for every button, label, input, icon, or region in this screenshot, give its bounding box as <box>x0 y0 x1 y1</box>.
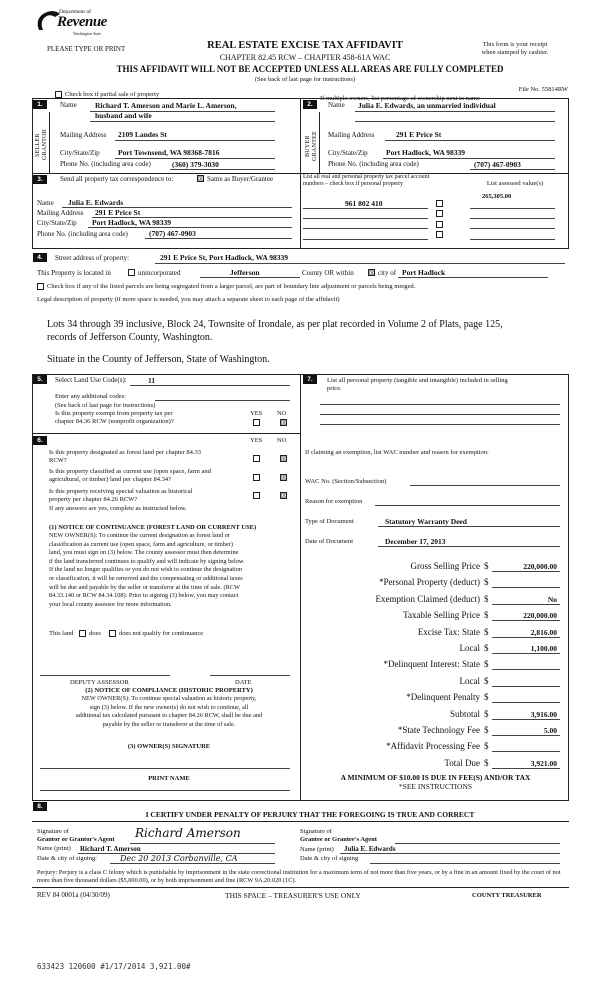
tax-row-value[interactable]: 1,100.00 <box>530 644 557 653</box>
send-correspondence-label: Send all property tax correspondence to: <box>60 175 174 183</box>
perjury-notice: Perjury: Perjury is a class C felony which is punishable by imprisonment in the state correctional institution for a maximum term of not more than five years, or by a fine in an amount fixed by the court of not more than five thousand dollars ($5,000.00), or by both imprisonment and fine (RCW 9A.20.020 (1C). <box>37 869 561 884</box>
notice2-body <box>49 695 289 729</box>
print-name-label: PRINT NAME <box>148 775 190 782</box>
grantor-agent-label: Grantor or Grantor's Agent <box>37 836 115 843</box>
assessed-value[interactable]: 265,305.00 <box>482 193 512 200</box>
owner-signature-label: (3) OWNER(S) SIGNATURE <box>127 743 211 750</box>
corr-phone[interactable]: (707) 467-0903 <box>149 229 196 238</box>
grantor-name-label: Name <box>60 101 77 109</box>
tax-row-value[interactable]: 220,000.00 <box>523 611 557 621</box>
s6-no: NO <box>277 437 287 444</box>
grantee-city[interactable]: Port Hadlock, WA 98339 <box>386 148 466 157</box>
legal-text-1: Lots 34 through 39 inclusive, Block 24, Townsite of Irondale, as per plat recorded in Volume 2 of Plats, page 125, <box>47 319 503 330</box>
legal-text-2: records of Jefferson County, Washington. <box>47 332 213 343</box>
land-use-code[interactable]: 11 <box>148 376 156 385</box>
tax-row-value[interactable]: 3,916.00 <box>530 709 557 719</box>
partial-sale-label: Check box if partial sale of property <box>65 91 160 98</box>
personal-property-checkbox-4[interactable] <box>436 231 443 238</box>
dollar-sign: $ <box>484 577 489 588</box>
doc-date-value[interactable]: December 17, 2013 <box>385 537 446 546</box>
s7-label-2: price. <box>327 385 342 392</box>
instructions-note: (See back of last page for instructions) <box>254 76 356 83</box>
tax-row-underline <box>492 571 560 572</box>
notice2-line: additional tax calculated pursuant to chapter 84.26 RCW, shall be due and <box>75 712 263 720</box>
land-use-label: Select Land Use Code(s): <box>55 376 127 384</box>
exempt-q-1: Is this property exempt from property tax per <box>55 410 173 417</box>
grantor-print-name[interactable]: Richard T. Amerson <box>80 845 141 853</box>
section-6-number: 6. <box>33 436 47 445</box>
land-does-label: does <box>89 630 101 637</box>
current-use-no-checkbox[interactable]: ☒ <box>281 474 288 482</box>
dollar-sign: $ <box>484 610 489 621</box>
tax-row-value[interactable]: 220,000.00 <box>523 562 557 571</box>
notice2-line: NEW OWNER(S): To continue special valuation as historic property, <box>81 695 257 702</box>
tax-row-label: *Delinquent Interest: State <box>383 659 480 670</box>
cashier-stamp: 633423 120600 #1/17/2014 3,921.00# <box>37 962 191 971</box>
s6-q-note: If any answers are yes, complete as instructed below. <box>49 505 187 512</box>
date-label: DATE <box>235 679 252 686</box>
corr-city[interactable]: Port Hadlock, WA 98339 <box>92 218 172 227</box>
tax-row-underline <box>492 669 560 670</box>
corr-mailing[interactable]: 291 E Price St <box>95 208 141 217</box>
exempt-yes-checkbox[interactable] <box>253 419 260 426</box>
tax-row-underline <box>492 751 560 752</box>
exempt-no-checkbox[interactable]: ☒ <box>281 419 288 427</box>
exempt-q-2: chapter 84.36 RCW (nonprofit organization)? <box>55 418 174 425</box>
current-use-yes-checkbox[interactable] <box>253 474 260 481</box>
grantor-name-print-label: Name (print) <box>37 845 71 852</box>
section-2-number: 2. <box>303 100 317 109</box>
segregated-checkbox[interactable] <box>37 283 44 290</box>
dollar-sign: $ <box>484 741 489 752</box>
tax-row-label: Local <box>459 675 480 686</box>
section-7-number: 7. <box>303 375 317 384</box>
land-label: This land <box>49 630 74 637</box>
tax-row-underline <box>492 719 560 720</box>
s7-label-1: List all personal property (tangible and intangible) included in selling <box>327 377 508 384</box>
grantee-name[interactable]: Julia E. Edwards, an unmarried individual <box>358 101 496 110</box>
see-back-label: (See back of last page for instructions) <box>55 402 156 409</box>
parcel-header-1: List all real and personal property tax parcel account <box>303 174 430 180</box>
notice1-line: NEW OWNER(S): To continue the current designation as forest land or <box>49 532 230 539</box>
dollar-sign: $ <box>484 692 489 703</box>
warning: THIS AFFIDAVIT WILL NOT BE ACCEPTED UNLESS ALL AREAS ARE FULLY COMPLETED <box>116 64 504 74</box>
located-label: This Property is located in <box>37 269 111 277</box>
historic-no-checkbox[interactable]: ☒ <box>281 492 288 500</box>
within-city-checkbox[interactable]: ☒ <box>369 269 376 277</box>
notice2-title: (2) NOTICE OF COMPLIANCE (HISTORIC PROPERTY) <box>85 687 253 694</box>
grantee-print-name[interactable]: Julia E. Edwards <box>344 845 396 853</box>
section-4-number: 4. <box>33 253 47 262</box>
corr-mailing-label: Mailing Address <box>37 209 84 217</box>
buyer-grantee-label: BUYER GRANTEE <box>305 130 318 162</box>
dollar-sign: $ <box>484 561 489 571</box>
s6-q2-1: Is this property classified as current use (open space, farm and <box>49 468 211 475</box>
doc-type-value[interactable]: Statutory Warranty Deed <box>385 517 467 526</box>
revenue-logo <box>33 6 115 40</box>
land-does-not-label: does not qualify for continuance <box>119 630 204 637</box>
tax-row-label: Taxable Selling Price <box>403 610 480 621</box>
tax-row-label: Gross Selling Price <box>410 561 480 571</box>
grantor-sig-label: Signature of <box>37 828 69 835</box>
grantor-date-city[interactable]: Dec 20 2013 Corbanville, CA <box>120 854 238 863</box>
tax-row-underline <box>492 604 560 605</box>
tax-row-value[interactable]: No <box>547 594 557 604</box>
grantor-mailing-label: Mailing Address <box>60 131 107 139</box>
tax-row-underline <box>492 686 560 687</box>
notice1-title: (1) NOTICE OF CONTINUANCE (FOREST LAND OR CURRENT USE) <box>49 524 257 531</box>
county-value[interactable]: Jefferson <box>230 268 260 277</box>
assessed-header: List assessed value(s) <box>486 180 544 187</box>
tax-row-label: Exemption Claimed (deduct) <box>375 593 480 604</box>
street-label: Street address of property: <box>55 254 130 262</box>
parcel-header-2: numbers – check box if personal property <box>303 181 403 187</box>
land-use-no: NO <box>277 410 287 417</box>
personal-property-checkbox-3[interactable] <box>436 221 443 228</box>
grantor-phone-label: Phone No. (including area code) <box>60 160 151 168</box>
partial-sale-checkbox[interactable] <box>55 91 62 98</box>
grantor-city-label: City/State/Zip <box>60 149 100 157</box>
grantee-phone-label: Phone No. (including area code) <box>328 160 419 168</box>
grantor-date-city-label: Date & city of signing: <box>37 855 97 862</box>
personal-property-checkbox-1[interactable] <box>436 200 443 207</box>
s6-q1-2: RCW? <box>49 457 67 464</box>
tax-row-underline <box>492 653 560 654</box>
land-does-not-checkbox[interactable] <box>109 630 116 637</box>
tax-row-value[interactable]: 2,816.00 <box>530 627 557 637</box>
grantor-name-1[interactable]: Richard T. Amerson and Marie L. Amerson, <box>95 101 237 110</box>
tax-row-label: Local <box>459 643 480 653</box>
tax-row-underline <box>492 637 560 638</box>
grantee-name-print-label: Name (print) <box>300 846 334 853</box>
grantee-mailing[interactable]: 291 E Price St <box>396 130 442 139</box>
exemption-label: If claiming an exemption, list WAC number and reason for exemption: <box>305 449 489 456</box>
grantor-signature[interactable]: Richard Amerson <box>135 826 241 840</box>
notice1-line: 84.33.140 or RCW 84.34.108). Prior to signing (3) below, you may contact <box>49 592 239 600</box>
legal-text-3: Situate in the County of Jefferson, State of Washington. <box>47 354 270 365</box>
grantee-name-label: Name <box>328 101 345 109</box>
receipt-note-1: This form is your receipt <box>482 41 548 48</box>
section-8-number: 8. <box>33 802 47 811</box>
s6-q2-2: agricultural, or timber) land per chapter 84.34? <box>49 476 172 483</box>
corr-name[interactable]: Julia E. Edwards <box>68 198 124 207</box>
grantor-phone[interactable]: (360) 379-3030 <box>172 160 219 169</box>
forest-no-checkbox[interactable]: ☒ <box>281 455 288 463</box>
doc-type-label: Type of Document <box>305 518 354 525</box>
corr-city-label: City/State/Zip <box>37 219 77 227</box>
grantee-city-label: City/State/Zip <box>328 149 368 157</box>
dollar-sign: $ <box>484 626 489 637</box>
grantee-phone[interactable]: (707) 467-0903 <box>474 160 521 169</box>
tax-row-value[interactable]: 3,921.00 <box>530 758 557 768</box>
dept-line3: Washington State <box>73 31 102 36</box>
notice1-line: classification as current use (open space, farm and agriculture, or timber) <box>49 540 233 548</box>
dollar-sign: $ <box>484 757 489 768</box>
legal-label: Legal description of property (if more space is needed, you may attach a separate sheet to each page of the affidavit) <box>37 296 340 303</box>
tax-row-underline <box>492 768 560 769</box>
receipt-note-2: when stamped by cashier. <box>481 49 549 56</box>
tax-row-label: *Affidavit Processing Fee <box>386 741 480 752</box>
reason-label: Reason for exemption <box>305 498 363 505</box>
dollar-sign: $ <box>484 725 489 735</box>
doc-date-label: Date of Document <box>305 538 354 545</box>
unincorporated-label: unincorporated <box>138 269 181 277</box>
tax-row-label: *Personal Property (deduct) <box>379 577 480 588</box>
same-as-buyer-label: Same as Buyer/Grantee <box>207 175 274 183</box>
section-1-number: 1. <box>33 100 47 109</box>
grantee-agent-label: Grantee or Grantee's Agent <box>300 836 377 843</box>
corr-name-label: Name <box>37 199 54 207</box>
grantee-date-city-label: Date & city of signing <box>300 855 359 862</box>
form-subtitle: CHAPTER 82.45 RCW – CHAPTER 458-61A WAC <box>219 53 391 62</box>
form-title: REAL ESTATE EXCISE TAX AFFIDAVIT <box>207 40 403 51</box>
segregated-label: Check box if any of the listed parcels are being segregated from a larger parcel, are part of boundary line adjustment or parcels being merged. <box>47 283 416 290</box>
notice2-line: sign (3) below. If the new owner(s) do not wish to continue, all <box>89 703 249 711</box>
dollar-sign: $ <box>484 643 489 653</box>
minimum-due: A MINIMUM OF $10.00 IS DUE IN FEE(S) AND/OR TAX <box>340 773 531 782</box>
see-instructions: *SEE INSTRUCTIONS <box>398 782 473 791</box>
dollar-sign: $ <box>484 708 489 719</box>
tax-row-underline <box>492 620 560 621</box>
tax-row-underline <box>492 587 560 588</box>
please-type: PLEASE TYPE OR PRINT <box>47 45 126 53</box>
tax-row-label: Total Due <box>444 757 480 768</box>
grantor-name-2[interactable]: husband and wife <box>95 111 152 120</box>
tax-row-underline <box>492 702 560 703</box>
county-label: County OR within <box>302 269 354 277</box>
corr-phone-label: Phone No. (including area code) <box>37 230 128 238</box>
grantee-sig-label: Signature of <box>300 828 332 835</box>
s6-q1-1: Is this property designated as forest land per chapter 84.33 <box>49 449 201 456</box>
land-does-checkbox[interactable] <box>79 630 86 637</box>
s6-q3-1: Is this property receiving special valuation as historical <box>49 488 193 495</box>
dept-line1: Department of <box>59 9 91 15</box>
seller-grantor-label: SELLER GRANTOR <box>35 129 48 161</box>
tax-row-label: Subtotal <box>449 708 480 719</box>
certify-text: I CERTIFY UNDER PENALTY OF PERJURY THAT THE FOREGOING IS TRUE AND CORRECT <box>145 810 475 819</box>
tax-row-label: *State Technology Fee <box>397 725 480 735</box>
tax-row-underline <box>492 735 560 736</box>
dollar-sign: $ <box>484 675 489 686</box>
notice1-line: will be due and payable by the seller or transferor at the time of sale. (RCW <box>49 583 240 591</box>
s6-yes: YES <box>250 437 263 444</box>
tax-row-label: Excise Tax: State <box>417 626 480 637</box>
personal-property-checkbox-2[interactable] <box>436 210 443 217</box>
file-no: File No. 55814RW <box>518 86 568 93</box>
treasurer-space: THIS SPACE – TREASURER'S USE ONLY <box>225 891 361 900</box>
land-use-yes: YES <box>250 410 263 417</box>
additional-codes-label: Enter any additional codes: <box>55 393 126 400</box>
county-treasurer: COUNTY TREASURER <box>472 892 542 899</box>
same-as-buyer-checkbox[interactable]: ☒ <box>198 175 205 183</box>
section-5-number: 5. <box>33 375 47 384</box>
tax-row-value[interactable]: 5.00 <box>543 726 557 735</box>
notice1-line: If the land no longer qualifies or you do not wish to continue the designation <box>49 566 243 574</box>
notice1-line: your local county assessor for more information. <box>49 600 172 608</box>
city-of-label: city of <box>378 269 397 277</box>
grantor-city[interactable]: Port Townsend, WA 98368-7816 <box>118 148 220 157</box>
parcel-number[interactable]: 961 802 410 <box>345 199 383 208</box>
dept-line2: Revenue <box>57 14 107 30</box>
notice1-body <box>49 532 297 609</box>
form-revision: REV 84 0001a (04/30/09) <box>37 891 110 899</box>
dollar-sign: $ <box>484 593 489 604</box>
street-address[interactable]: 291 E Price St, Port Hadlock, WA 98339 <box>160 253 288 262</box>
notice2-line: payable by the seller or transferor at the time of sale. <box>102 720 236 728</box>
tax-row-label: *Delinquent Penalty <box>406 692 480 703</box>
city-of-value[interactable]: Port Hadlock <box>402 268 446 277</box>
forest-yes-checkbox[interactable] <box>253 455 260 462</box>
unincorporated-checkbox[interactable] <box>128 269 135 276</box>
multiple-owners-label: If multiple owners, list percentage of ownership next to name <box>320 95 480 102</box>
wac-label: WAC No. (Section/Subsection) <box>305 478 387 485</box>
deputy-assessor-label: DEPUTY ASSESSOR <box>70 679 129 686</box>
notice1-line: if the land transferred continues to qualify and will indicate by signing below. <box>49 557 245 565</box>
section-3-number: 3. <box>33 175 47 184</box>
historic-yes-checkbox[interactable] <box>253 492 260 499</box>
notice1-line: or classification, it will be removed and the compensating or additional taxes <box>49 574 243 582</box>
notice1-line: land, you must sign on (3) below. The county assessor must then determine <box>49 549 239 557</box>
grantee-mailing-label: Mailing Address <box>328 131 375 139</box>
grantor-mailing[interactable]: 2109 Landes St <box>118 130 167 139</box>
s6-q3-2: property per chapter 84.26 RCW? <box>49 496 138 503</box>
dollar-sign: $ <box>484 659 489 670</box>
